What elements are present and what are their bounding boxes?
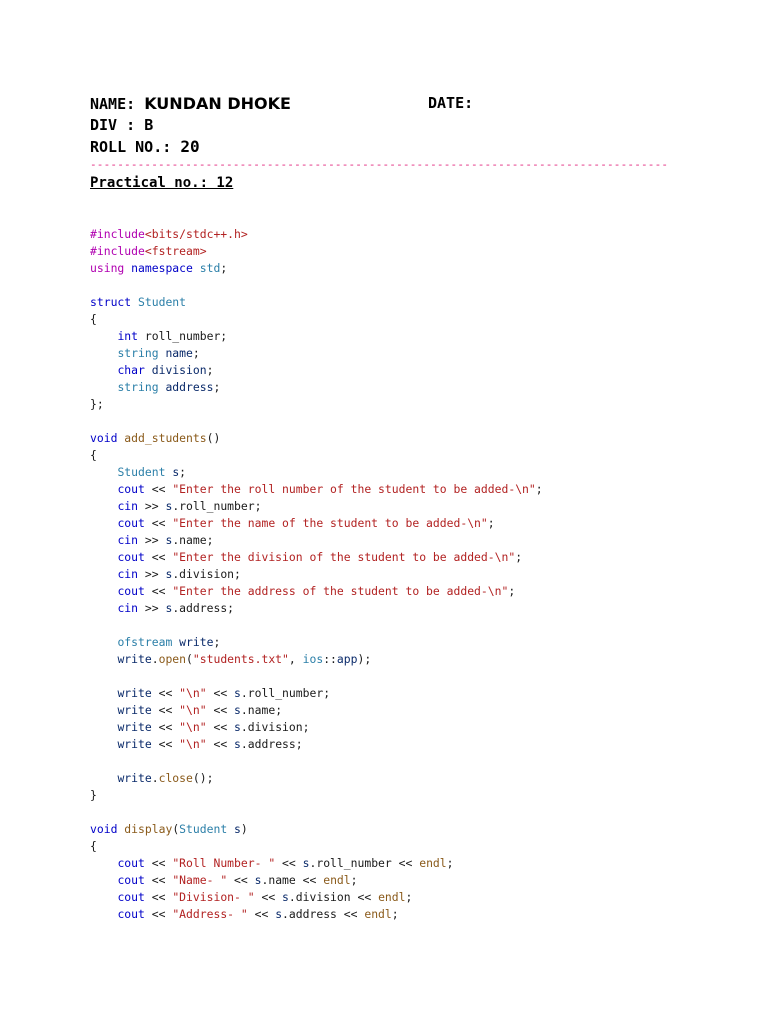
code-token <box>90 856 117 870</box>
code-token: { <box>90 448 97 462</box>
code-token: .name << <box>261 873 324 887</box>
code-token: ( <box>172 822 180 836</box>
divider-rule: ------------------------------------------------------------------------------------- <box>90 158 669 171</box>
code-token <box>90 482 117 496</box>
code-token: name <box>165 346 193 360</box>
code-token: "Enter the roll number of the student to be added-\n" <box>172 482 536 496</box>
code-token <box>90 703 117 717</box>
code-token: ; <box>508 584 516 598</box>
code-line <box>90 600 543 617</box>
code-token: "Name- " <box>172 873 228 887</box>
code-token: .address; <box>240 737 303 751</box>
roll-line <box>90 137 200 157</box>
code-token: >> <box>138 601 166 615</box>
code-token <box>90 363 117 377</box>
code-token: ; <box>192 346 200 360</box>
code-token: cout <box>117 856 145 870</box>
code-token: struct <box>90 295 132 309</box>
code-listing <box>90 226 543 923</box>
code-token: open <box>158 652 187 666</box>
code-token: .address << <box>282 907 365 921</box>
code-line <box>90 515 543 532</box>
code-token: ; <box>446 856 454 870</box>
code-token <box>90 720 117 734</box>
name-line <box>90 94 291 114</box>
code-token: s <box>234 737 241 751</box>
code-line <box>90 481 543 498</box>
division-line <box>90 115 153 135</box>
student-name: KUNDAN DHOKE <box>144 94 291 113</box>
code-token: Student <box>138 295 187 309</box>
code-token: << <box>151 686 180 700</box>
code-token: cout <box>117 550 145 564</box>
code-line <box>90 294 543 311</box>
code-token <box>145 363 152 377</box>
code-token: ; <box>220 261 228 275</box>
code-token: write <box>117 771 152 785</box>
code-line <box>90 328 543 345</box>
code-token: cout <box>117 482 145 496</box>
code-token: ; <box>179 465 187 479</box>
code-line <box>90 889 543 906</box>
code-token: >> <box>138 533 166 547</box>
code-line <box>90 736 543 753</box>
code-token <box>90 737 117 751</box>
code-token: .name; <box>172 533 214 547</box>
code-token: cin <box>117 533 139 547</box>
code-token: ; <box>515 550 523 564</box>
code-line <box>90 243 543 260</box>
code-token: ; <box>535 482 543 496</box>
code-token <box>90 499 117 513</box>
code-token: "Address- " <box>172 907 248 921</box>
code-line <box>90 838 543 855</box>
code-token: << <box>151 737 180 751</box>
code-token: write <box>117 652 152 666</box>
code-token: char <box>117 363 145 377</box>
code-token: std <box>199 261 221 275</box>
code-line <box>90 872 543 889</box>
code-token: s <box>234 822 241 836</box>
code-token: .name; <box>240 703 283 717</box>
code-token: << <box>144 856 173 870</box>
code-token: s <box>302 856 310 870</box>
code-line <box>90 532 543 549</box>
code-line <box>90 345 543 362</box>
code-token <box>131 295 138 309</box>
code-token <box>90 771 117 785</box>
code-token: s <box>165 567 173 581</box>
code-token: s <box>254 873 262 887</box>
code-token <box>90 652 117 666</box>
code-token: int <box>117 329 139 343</box>
code-token: roll_number; <box>138 329 228 343</box>
code-token: app <box>336 652 358 666</box>
code-token: s <box>275 907 283 921</box>
code-token: cout <box>117 890 145 904</box>
code-token: << <box>144 550 173 564</box>
code-line <box>90 566 543 583</box>
code-line <box>90 651 543 668</box>
code-token <box>90 465 117 479</box>
code-token: << <box>206 703 235 717</box>
code-token: cout <box>117 873 145 887</box>
code-token: . <box>151 652 159 666</box>
code-token: write <box>117 720 152 734</box>
code-token: ; <box>391 907 399 921</box>
code-token <box>90 601 117 615</box>
code-token: add_students <box>124 431 207 445</box>
code-line <box>90 226 543 243</box>
code-token: { <box>90 839 97 853</box>
code-token: cin <box>117 601 139 615</box>
code-token <box>90 550 117 564</box>
code-token: << <box>227 873 255 887</box>
code-token: #include <box>90 244 145 258</box>
code-token: void <box>90 431 118 445</box>
code-token: "Enter the address of the student to be added-\n" <box>172 584 509 598</box>
code-token: ) <box>240 822 248 836</box>
code-token: cout <box>117 516 145 530</box>
code-token: >> <box>138 499 166 513</box>
code-token: }; <box>90 397 104 411</box>
code-token: write <box>117 686 152 700</box>
code-line <box>90 498 543 515</box>
code-token: << <box>151 703 180 717</box>
code-token: s <box>234 686 241 700</box>
code-line <box>90 634 543 651</box>
code-token: void <box>90 822 118 836</box>
code-token: "\n" <box>179 720 207 734</box>
code-token: s <box>165 533 173 547</box>
code-token: ; <box>213 635 221 649</box>
code-token: () <box>206 431 221 445</box>
code-line <box>90 821 543 838</box>
code-token: write <box>117 737 152 751</box>
code-token: endl <box>364 907 392 921</box>
code-token: ios <box>302 652 324 666</box>
code-token <box>90 873 117 887</box>
code-line <box>90 617 543 634</box>
code-line <box>90 702 543 719</box>
code-line <box>90 804 543 821</box>
code-token: << <box>206 737 235 751</box>
code-token: Student <box>179 822 228 836</box>
code-token: display <box>124 822 173 836</box>
code-line <box>90 906 543 923</box>
code-token: "\n" <box>179 703 207 717</box>
code-token: endl <box>378 890 406 904</box>
code-token: <fstream> <box>144 244 207 258</box>
code-token <box>90 380 117 394</box>
code-token: close <box>158 771 193 785</box>
code-line <box>90 396 543 413</box>
code-token: Student <box>117 465 166 479</box>
code-token <box>90 584 117 598</box>
code-token: "students.txt" <box>192 652 289 666</box>
code-token <box>193 261 200 275</box>
code-line <box>90 260 543 277</box>
code-token: << <box>254 890 283 904</box>
code-token: . <box>151 771 159 785</box>
code-token: using <box>90 261 125 275</box>
code-token: << <box>144 890 173 904</box>
code-token: s <box>165 601 173 615</box>
code-token <box>90 907 117 921</box>
code-token: << <box>206 686 235 700</box>
code-token: ; <box>487 516 495 530</box>
code-line <box>90 685 543 702</box>
code-token: << <box>144 907 173 921</box>
code-token: "Roll Number- " <box>172 856 276 870</box>
code-line <box>90 311 543 328</box>
code-token <box>90 516 117 530</box>
code-token: address <box>165 380 214 394</box>
code-line <box>90 413 543 430</box>
code-token <box>90 890 117 904</box>
code-token: :: <box>323 652 337 666</box>
code-token: endl <box>323 873 351 887</box>
code-token: write <box>117 703 152 717</box>
code-token: } <box>90 788 97 802</box>
code-token: "\n" <box>179 686 207 700</box>
code-token: "Division- " <box>172 890 255 904</box>
code-token: cin <box>117 567 139 581</box>
code-token: "\n" <box>179 737 207 751</box>
code-token: << <box>247 907 276 921</box>
code-token <box>90 686 117 700</box>
code-token: ofstream <box>117 635 173 649</box>
code-token: s <box>234 720 241 734</box>
code-token <box>90 329 117 343</box>
code-token: cout <box>117 907 145 921</box>
code-token: "Enter the division of the student to be added-\n" <box>172 550 516 564</box>
code-token: "Enter the name of the student to be added-\n" <box>172 516 488 530</box>
code-token: .address; <box>172 601 235 615</box>
code-token: { <box>90 312 97 326</box>
code-line <box>90 447 543 464</box>
code-token: s <box>234 703 241 717</box>
code-line <box>90 583 543 600</box>
code-token <box>90 533 117 547</box>
code-line <box>90 549 543 566</box>
code-token: .division; <box>240 720 310 734</box>
code-token: << <box>151 720 180 734</box>
roll-label: ROLL NO.: <box>90 138 172 156</box>
code-token: s <box>282 890 289 904</box>
roll-value: 20 <box>180 137 200 156</box>
code-token: << <box>206 720 235 734</box>
date-label: DATE: <box>428 94 474 112</box>
code-line <box>90 770 543 787</box>
code-line <box>90 277 543 294</box>
code-token: string <box>117 346 159 360</box>
division-value: B <box>144 116 154 134</box>
code-token: >> <box>138 567 166 581</box>
code-line <box>90 753 543 770</box>
code-token: #include <box>90 227 145 241</box>
code-token: <bits/stdc++.h> <box>144 227 248 241</box>
code-token: namespace <box>131 261 193 275</box>
code-token: .division << <box>288 890 379 904</box>
code-line <box>90 362 543 379</box>
code-line <box>90 719 543 736</box>
name-label: NAME: <box>90 95 136 113</box>
code-token: , <box>288 652 303 666</box>
code-line <box>90 668 543 685</box>
code-token: s <box>172 465 180 479</box>
code-line <box>90 787 543 804</box>
code-token <box>90 635 117 649</box>
code-token: .division; <box>172 567 241 581</box>
code-token: .roll_number; <box>172 499 262 513</box>
code-line <box>90 464 543 481</box>
code-token <box>90 346 117 360</box>
code-token: << <box>144 482 173 496</box>
code-token: ); <box>357 652 372 666</box>
code-token <box>90 567 117 581</box>
code-line <box>90 430 543 447</box>
code-token: string <box>117 380 159 394</box>
code-token: ( <box>186 652 193 666</box>
code-token: division <box>151 363 207 377</box>
code-token: .roll_number << <box>309 856 420 870</box>
code-line <box>90 855 543 872</box>
code-token: << <box>275 856 303 870</box>
code-token: << <box>144 516 173 530</box>
code-token: ; <box>350 873 358 887</box>
code-token: s <box>165 499 173 513</box>
code-token: cout <box>117 584 145 598</box>
code-line <box>90 379 543 396</box>
code-token: .roll_number; <box>240 686 331 700</box>
code-token: ; <box>206 363 214 377</box>
code-token: (); <box>192 771 214 785</box>
practical-title: Practical no.: 12 <box>90 175 234 191</box>
code-token: << <box>144 873 173 887</box>
code-token: << <box>144 584 173 598</box>
code-token: cin <box>117 499 139 513</box>
code-token: write <box>179 635 214 649</box>
division-label: DIV : <box>90 116 136 134</box>
code-token: ; <box>405 890 413 904</box>
code-token: ; <box>213 380 221 394</box>
code-token: endl <box>419 856 447 870</box>
